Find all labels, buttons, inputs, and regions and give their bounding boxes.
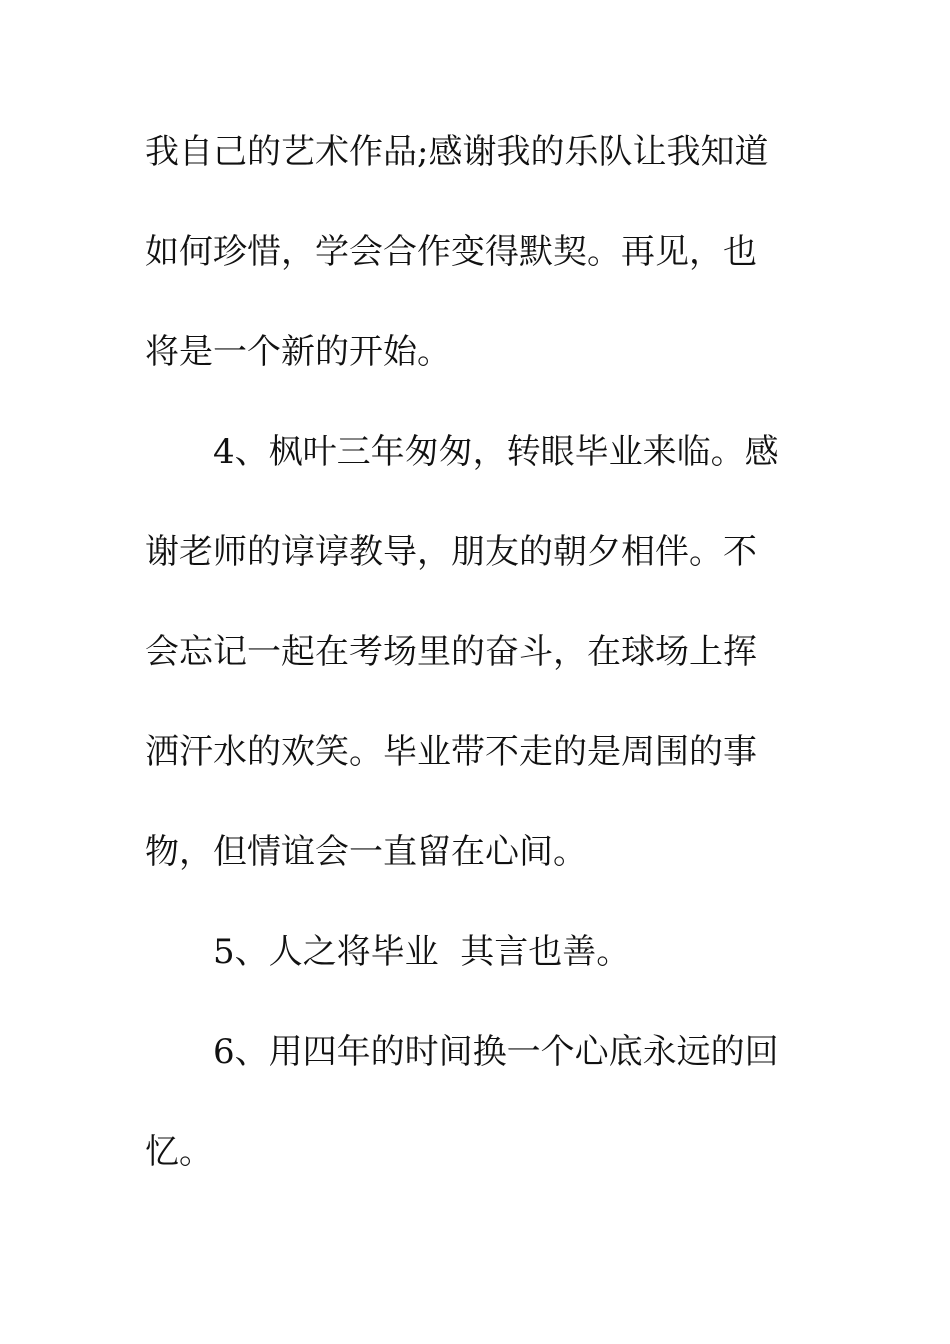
paragraph-5: 5、人之将毕业 其言也善。	[213, 932, 631, 972]
text-line: 谢老师的谆谆教导，朋友的朝夕相伴。不	[145, 532, 757, 572]
paragraph-4-start: 4、枫叶三年匆匆，转眼毕业来临。感	[213, 432, 779, 472]
text-line: 洒汗水的欢笑。毕业带不走的是周围的事	[145, 732, 757, 772]
text-line: 我自己的艺术作品;感谢我的乐队让我知道	[145, 132, 769, 172]
text-line: 如何珍惜，学会合作变得默契。再见，也	[145, 232, 757, 272]
text-line: 将是一个新的开始。	[145, 332, 451, 372]
text-line: 忆。	[145, 1132, 213, 1172]
text-line: 物，但情谊会一直留在心间。	[145, 832, 587, 872]
text-line: 会忘记一起在考场里的奋斗，在球场上挥	[145, 632, 757, 672]
paragraph-6-start: 6、用四年的时间换一个心底永远的回	[213, 1032, 779, 1072]
